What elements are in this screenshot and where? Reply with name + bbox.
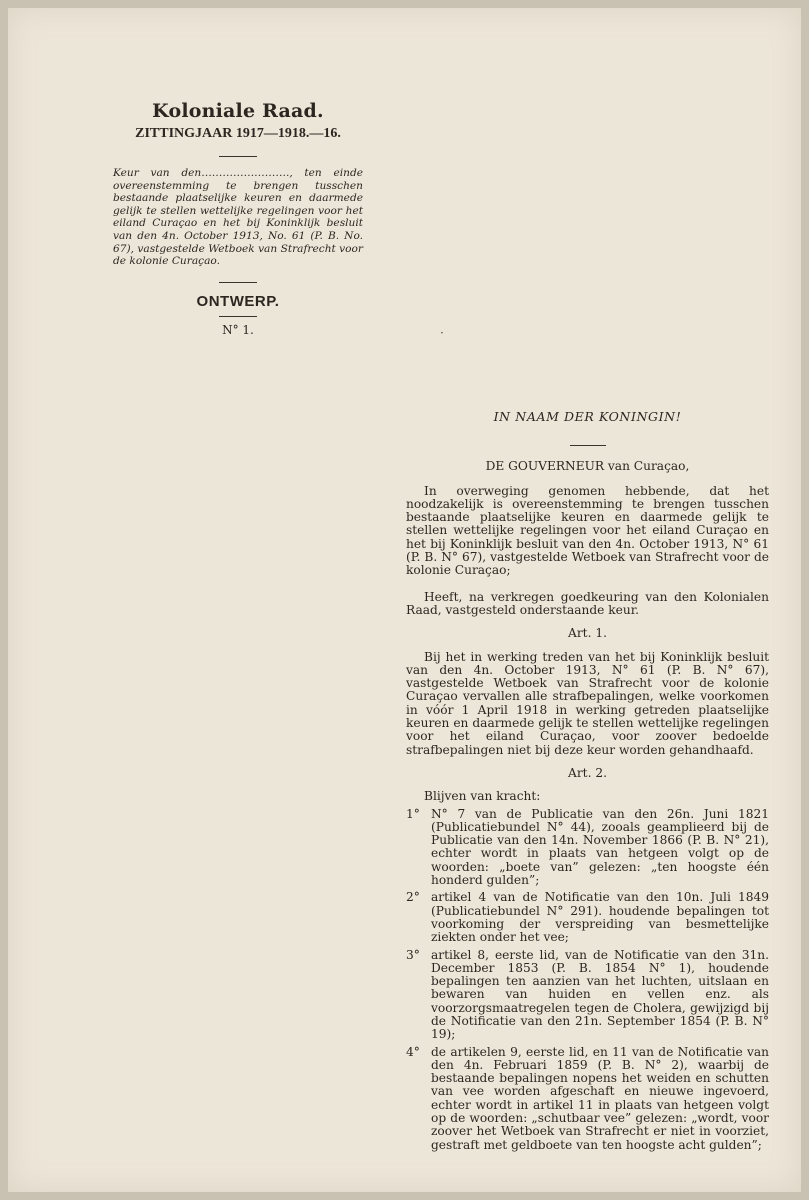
header-block [113,100,363,337]
invocation: IN NAAM DER KONINGIN! [493,409,682,424]
article-1-heading: Art. 1. [568,626,607,641]
divider [219,316,257,317]
item-text: N° 7 van de Publicatie van den 26n. Juni 1821 (Publicatiebundel N° 44), zooals geamplieerd bij de Publicatie van den 14n. November 1866 (P. B. N° 21), echter wordt in plaats van hetgeen volgt op de woorden: „boete van” gelezen: „ten hoogste één honderd gulden”; [431,806,769,888]
item-text: artikel 4 van de Notificatie van den 10n. Juli 1849 (Publicatiebundel N° 291). houdende bepalingen tot voorkoming der verspreiding van besmettelijke ziekten onder het vee; [431,890,769,945]
article-2-intro: Blijven van kracht: [424,789,541,804]
item-number: 3° [406,947,420,962]
list-item [406,891,769,944]
document-title: Koloniale Raad. [152,100,324,122]
item-number: 2° [406,890,420,905]
enactment-paragraph: Heeft, na verkregen goedkeuring van den Kolonialen Raad, vastgesteld onderstaande keur. [406,589,769,617]
draft-label: ONTWERP. [196,292,280,310]
item-number: 4° [406,1044,420,1059]
divider [570,445,606,446]
item-text: artikel 8, eerste lid, van de Notificatie van den 31n. December 1853 (P. B. 1854 N° 1), houdende bepalingen ten aanzien van het luchten, uitslaan en bewaren van huiden en vellen enz. als voorzorgsmaatregelen tegen de Cholera, gewijzigd bij de Notificatie van den 21n. September 1854 (P. B. N° 19); [431,947,769,1042]
stray-mark: · [440,326,444,340]
article-1-text: Bij het in werking treden van het bij Koninklijk besluit van den 4n. October 1913, N° 61 (P. B. N° 67), vastgestelde Wetboek van Strafrecht voor de kolonie Curaçao vervallen alle strafbepalingen, welke voorkomen in vóór 1 April 1918 in werking getreden plaatselijke keuren en daarmede gelijk te stellen wettelijke regelingen voor het eiland Curaçao, voor zoover bedoelde strafbepalingen niet bij deze keur worden gehandhaafd. [406,649,769,757]
list-item [406,808,769,888]
governor-heading: DE GOUVERNEUR van Curaçao, [485,459,690,474]
item-text: de artikelen 9, eerste lid, en 11 van de Notificatie van den 4n. Februari 1859 (P. B. N° 2), waarbij de bestaande bepalingen nopens het weiden en schutten van vee worden afgeschaft en nieuwe ingevoerd, echter wordt in artikel 11 in plaats van hetgeen volgt op de woorden: „schutbaar vee” gelezen: „wordt, voor zoover het Wetboek van Strafrecht er niet in voorziet, gestraft met geldboete van ten hoogste acht gulden”; [431,1044,769,1152]
document-page [8,8,801,1192]
document-number: N° 1. [222,322,254,337]
list-item [406,1046,769,1152]
article-2-heading: Art. 2. [568,765,607,780]
preamble-paragraph: In overweging genomen hebbende, dat het noodzakelijk is overeenstemming te brengen tusschen bestaande plaatselijke keuren en daarmede gelijk te stellen wettelijke regelingen voor het eiland Curaçao en het bij Koninklijk besluit van den 4n. October 1913, N° 61 (P. B. N° 67), vastgestelde Wetboek van Strafrecht voor de kolonie Curaçao; [406,483,769,578]
session-year: ZITTINGJAAR 1917—1918.—16. [135,126,341,141]
divider [219,156,257,157]
subject-text: Keur van den……………………., ten einde overeenstemming te brengen tusschen bestaande plaatselijke keuren en daarmede gelijk te stellen wettelijke regelingen voor het eiland Curaçao en het bij Koninklijk besluit van den 4n. October 1913, No. 61 (P. B. No. 67), vastgestelde Wetboek van Strafrecht voor de kolonie Curaçao. [113,167,363,268]
list-item [406,949,769,1042]
body-block [406,410,769,1152]
item-number: 1° [406,806,420,821]
divider [219,282,257,283]
